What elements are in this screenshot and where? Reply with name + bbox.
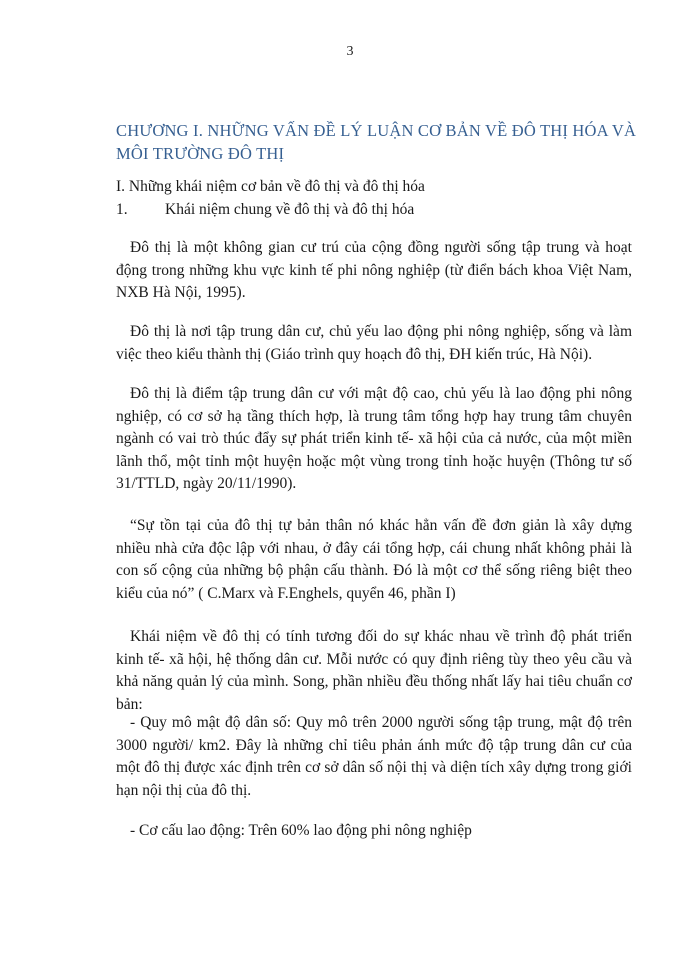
paragraph-definition-3: Đô thị là điểm tập trung dân cư với mật độ cao, chủ yếu là lao động phi nông nghiệp, có cơ sở hạ tầng thích hợp, là trung tâm tổng hợp hay trung tâm chuyên ngành có vai trò thúc đẩy sự phát triển kinh tế- xã hội của cả nước, của một miền lãnh thổ, một tỉnh một huyện hoặc một vùng trong tỉnh hoặc huyện (Thông tư số 31/TTLD, ngày 20/11/1990). bbox=[116, 385, 632, 492]
paragraph-relative-concept: Khái niệm về đô thị có tính tương đối do sự khác nhau về trình độ phát triển kinh tế- xã hội, hệ thống dân cư. Mỗi nước có quy định riêng tùy theo yêu cầu và khả năng quản lý của mình. Song, phần nhiều đều thống nhất lấy hai tiêu chuẩn cơ bản: bbox=[116, 628, 632, 713]
paragraph-criterion-population: - Quy mô mật độ dân số: Quy mô trên 2000 người sống tập trung, mật độ trên 3000 người/ km2. Đây là những chỉ tiêu phản ánh mức độ tập trung dân cư của một đô thị được xác định trên cơ sở dân số nội thị và diện tích xây dựng trong giới hạn nội thị của đô thị. bbox=[116, 714, 632, 799]
chapter-title: CHƯƠNG I. NHỮNG VẤN ĐỀ LÝ LUẬN CƠ BẢN VỀ ĐÔ THỊ HÓA VÀ MÔI TRƯỜNG ĐÔ THỊ bbox=[116, 121, 637, 163]
paragraph-definition-1: Đô thị là một không gian cư trú của cộng đồng người sống tập trung và hoạt động trong những khu vực kinh tế phi nông nghiệp (từ điển bách khoa Việt Nam, NXB Hà Nội, 1995). bbox=[116, 239, 632, 301]
subsection-title: Khái niệm chung về đô thị và đô thị hóa bbox=[165, 201, 415, 218]
section-heading: I. Những khái niệm cơ bản về đô thị và đô thị hóa bbox=[116, 178, 425, 195]
paragraph-criterion-labor: - Cơ cấu lao động: Trên 60% lao động phi nông nghiệp bbox=[130, 822, 472, 839]
page-number: 3 bbox=[346, 44, 354, 59]
paragraph-quote-marx: “Sự tồn tại của đô thị tự bản thân nó khác hẳn vấn đề đơn giản là xây dựng nhiều nhà cửa độc lập với nhau, ở đây cái tổng hợp, cái chung nhất không phải là con số cộng của những bộ phận cấu thành. Đó là một cơ thể sống riêng biệt theo kiểu của nó” ( C.Marx và F.Enghels, quyển 46, phần I) bbox=[116, 517, 632, 602]
subsection-heading bbox=[116, 199, 414, 221]
subsection-number: 1. bbox=[116, 201, 128, 218]
paragraph-definition-2: Đô thị là nơi tập trung dân cư, chủ yếu lao động phi nông nghiệp, sống và làm việc theo kiểu thành thị (Giáo trình quy hoạch đô thị, ĐH kiến trúc, Hà Nội). bbox=[116, 323, 632, 363]
